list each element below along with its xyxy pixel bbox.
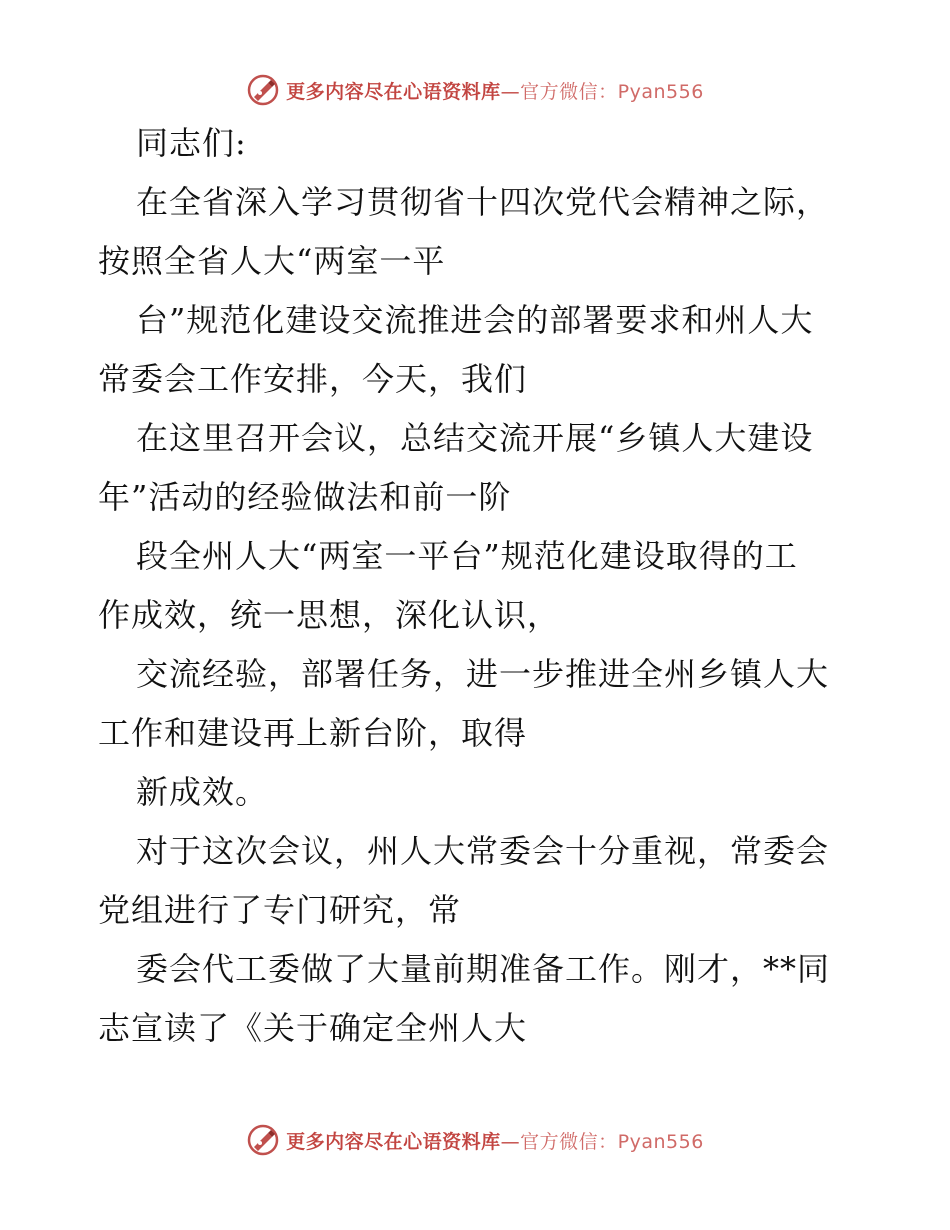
watermark-main: 更多内容尽在心语资料库: [286, 80, 501, 103]
text-line: 在这里召开会议，总结交流开展“乡镇人大建设: [136, 419, 814, 457]
pen-logo-icon: [246, 1123, 280, 1157]
watermark-main: 更多内容尽在心语资料库: [286, 1130, 501, 1153]
text-line: 段全州人大“两室一平台”规范化建设取得的工: [136, 537, 798, 575]
text-line: 志宣读了《关于确定全州人大: [98, 1009, 528, 1047]
text-line: 同志们:: [136, 124, 247, 162]
text-line: 对于这次会议，州人大常委会十分重视，常委会: [136, 832, 830, 870]
text-line: 按照全省人大“两室一平: [98, 242, 446, 280]
watermark-separator: —: [500, 1130, 521, 1153]
watermark-separator: —: [500, 80, 521, 103]
text-line: 在全省深入学习贯彻省十四次党代会精神之际，: [136, 183, 830, 221]
text-line: 年”活动的经验做法和前一阶: [98, 478, 512, 516]
text-line: 交流经验，部署任务，进一步推进全州乡镇人大: [136, 655, 830, 693]
text-line: 作成效，统一思想，深化认识，: [98, 596, 561, 634]
text-line: 常委会工作安排，今天，我们: [98, 360, 528, 398]
text-line: 新成效。: [136, 773, 269, 811]
document-body: [98, 123, 858, 1067]
footer-watermark: [0, 1120, 950, 1160]
text-line: 工作和建设再上新台阶，取得: [98, 714, 528, 752]
text-line: 委会代工委做了大量前期准备工作。刚才，**同: [136, 950, 831, 988]
watermark-wechat: 官方微信：Pyan556: [520, 1130, 704, 1153]
pen-logo-icon: [246, 73, 280, 107]
text-line: 党组进行了专门研究，常: [98, 891, 462, 929]
watermark-text: [286, 1127, 704, 1154]
text-line: 台”规范化建设交流推进会的部署要求和州人大: [136, 301, 814, 339]
watermark-wechat: 官方微信：Pyan556: [520, 80, 704, 103]
header-watermark: [0, 70, 950, 110]
watermark-text: [286, 77, 704, 104]
